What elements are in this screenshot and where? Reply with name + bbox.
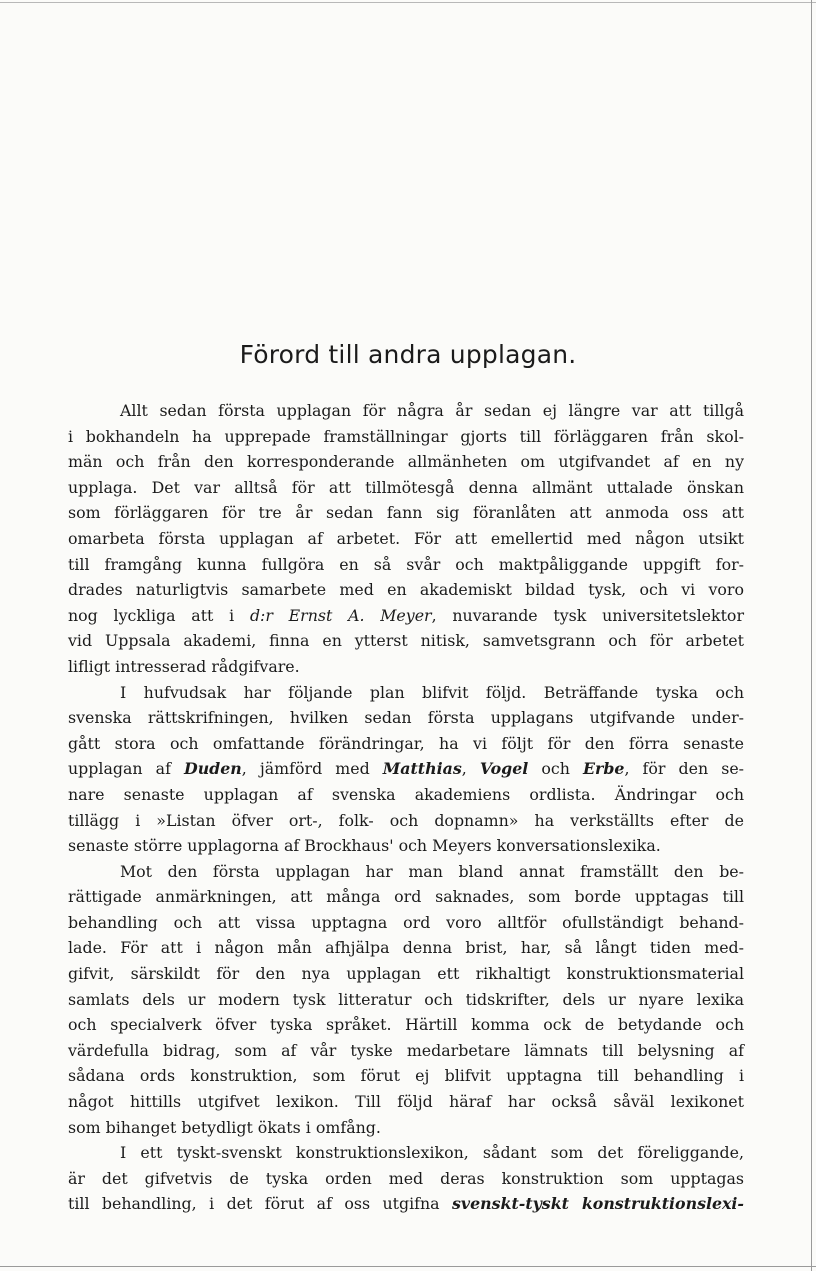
text-line: är det gifvetvis de tyska orden med deras konstruktion som upptagas bbox=[68, 1168, 744, 1188]
text-line: upplaga. Det var alltså för att tillmötesgå denna allmänt uttalade önskan bbox=[68, 477, 744, 497]
text-line: tillägg i »Listan öfver ort-, folk- och dopnamn» ha verkställts efter de bbox=[68, 810, 744, 830]
text-line: gifvit, särskildt för den nya upplagan ett rikhaltigt konstruktionsmaterial bbox=[68, 964, 744, 984]
text-segment: , för den se- bbox=[624, 759, 745, 779]
text-line: svenska rättskrifningen, hvilken sedan första upplagans utgifvande under- bbox=[68, 708, 744, 728]
source-name: Erbe bbox=[582, 759, 625, 779]
text-line: värdefulla bidrag, som af vår tyske medarbetare lämnats till belysning af bbox=[68, 1040, 744, 1060]
text-line bbox=[68, 603, 744, 629]
source-name: Vogel bbox=[479, 759, 529, 779]
text-line: senaste större upplagorna af Brockhaus' och Meyers konversationslexika. bbox=[68, 836, 661, 856]
text-line: I hufvudsak har följande plan blifvit följd. Beträffande tyska och bbox=[120, 682, 744, 702]
text-line: behandling och att vissa upptagna ord voro alltför ofullständigt behand- bbox=[68, 912, 744, 932]
text-line: drades naturligtvis samarbete med en akademiskt bildad tysk, och vi voro bbox=[68, 580, 744, 600]
text-line: män och från den korresponderande allmänheten om utgifvandet af en ny bbox=[68, 452, 744, 472]
source-name: Duden bbox=[184, 759, 242, 779]
page-top-edge bbox=[0, 2, 816, 3]
source-name: Matthias bbox=[382, 759, 462, 779]
text-segment: , bbox=[461, 759, 480, 779]
text-line: omarbeta första upplagan af arbetet. För att emellertid med någon utsikt bbox=[68, 528, 744, 548]
page-bottom-edge bbox=[0, 1266, 816, 1267]
text-segment: nog lyckliga att i bbox=[68, 605, 250, 625]
text-segment: till behandling, i det förut af oss utgifna bbox=[68, 1194, 453, 1214]
text-line: I ett tyskt-svenskt konstruktionslexikon, sådant som det föreliggande, bbox=[120, 1143, 744, 1163]
text-line: gått stora och omfattande förändringar, ha vi följt för den förra senaste bbox=[68, 733, 744, 753]
text-line: vid Uppsala akademi, finna en ytterst nitisk, samvetsgrann och för arbetet bbox=[68, 631, 744, 651]
text-line: lade. För att i någon mån afhjälpa denna brist, har, så långt tiden med- bbox=[68, 938, 744, 958]
page-title: Förord till andra upplagan. bbox=[239, 340, 577, 369]
text-segment: och bbox=[528, 759, 583, 779]
text-line: något hittills utgifvet lexikon. Till följd häraf har också såväl lexikonet bbox=[68, 1092, 744, 1112]
text-line: samlats dels ur modern tysk litteratur och tidskrifter, dels ur nyare lexika bbox=[68, 989, 744, 1009]
text-line: rättigade anmärkningen, att många ord saknades, som borde upptagas till bbox=[68, 887, 744, 907]
text-segment: upplagan af bbox=[68, 759, 184, 779]
text-line: sådana ords konstruktion, som förut ej blifvit upptagna till behandling i bbox=[68, 1066, 744, 1086]
text-line bbox=[68, 1191, 744, 1217]
text-line: nare senaste upplagan af svenska akademiens ordlista. Ändringar och bbox=[68, 784, 744, 804]
text-line bbox=[68, 756, 744, 782]
text-segment: , nuvarande tysk universitetslektor bbox=[431, 605, 744, 625]
text-line: som förläggaren för tre år sedan fann sig föranlåten att anmoda oss att bbox=[68, 503, 744, 523]
text-line: Allt sedan första upplagan för några år sedan ej längre var att tillgå bbox=[120, 401, 744, 420]
text-line: i bokhandeln ha upprepade framställningar gjorts till förläggaren från skol- bbox=[68, 426, 744, 446]
text-line: till framgång kunna fullgöra en så svår och maktpåliggande uppgift for- bbox=[68, 554, 744, 574]
text-line: som bihanget betydligt ökats i omfång. bbox=[68, 1117, 381, 1137]
text-line: och specialverk öfver tyska språket. Härtill komma ock de betydande och bbox=[68, 1015, 744, 1035]
author-name: d:r Ernst A. Meyer bbox=[249, 605, 432, 625]
preface-text bbox=[68, 398, 744, 1217]
text-line: Mot den första upplagan har man bland annat framställt den be- bbox=[120, 861, 744, 881]
text-line: lifligt intresserad rådgifvare. bbox=[68, 656, 300, 676]
book-title: svenskt-tyskt konstruktionslexi- bbox=[452, 1194, 744, 1214]
page-right-edge bbox=[811, 0, 812, 1271]
text-segment: , jämförd med bbox=[241, 759, 383, 779]
